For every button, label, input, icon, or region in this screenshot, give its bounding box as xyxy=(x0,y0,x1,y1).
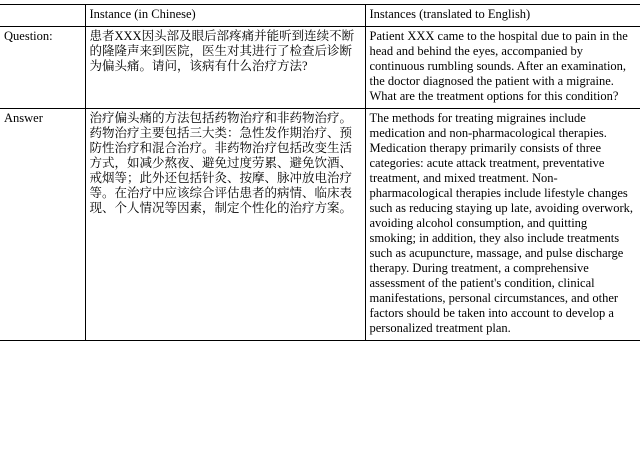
table-row-question xyxy=(0,27,640,109)
question-row-label: Question: xyxy=(0,27,85,109)
answer-english-text: The methods for treating migraines include medication and non-pharmacological therapies. Medication therapy primarily consists of three categories: acute attack treatment, preventative treatment, and mixed treatment. Non-pharmacological therapies include lifestyle changes such as reducing staying up late, avoiding overwork, avoiding alcohol consumption, and quitting smoking; in addition, they also include treatments such as acupuncture, massage, and pulse discharge therapy. During treatment, a comprehensive assessment of the patient's condition, clinical manifestations, personal circumstances, and other factors should be taken into account to develop a personalized treatment plan. xyxy=(365,109,640,341)
question-english-text: Patient XXX came to the hospital due to pain in the head and behind the eyes, accompanied by continuous rumbling sounds. After an examination, the doctor diagnosed the patient with a migraine. What are the treatment options for this condition? xyxy=(365,27,640,109)
header-english-column: Instances (translated to English) xyxy=(365,5,640,27)
table-row-answer xyxy=(0,109,640,341)
instance-table xyxy=(0,4,640,341)
header-empty-cell xyxy=(0,5,85,27)
answer-row-label: Answer xyxy=(0,109,85,341)
header-chinese-column: Instance (in Chinese) xyxy=(85,5,365,27)
question-chinese-text: 患者XXX因头部及眼后部疼痛并能听到连续不断的隆隆声来到医院，医生对其进行了检查后诊断为偏头痛。请问，该病有什么治疗方法? xyxy=(85,27,365,109)
answer-chinese-text: 治疗偏头痛的方法包括药物治疗和非药物治疗。药物治疗主要包括三大类：急性发作期治疗、预防性治疗和混合治疗。非药物治疗包括改变生活方式，如减少熬夜、避免过度劳累、避免饮酒、戒烟等；此外还包括针灸、按摩、脉冲放电治疗等。在治疗中应该综合评估患者的病情、临床表现、个人情况等因素，制定个性化的治疗方案。 xyxy=(85,109,365,341)
header-row xyxy=(0,5,640,27)
